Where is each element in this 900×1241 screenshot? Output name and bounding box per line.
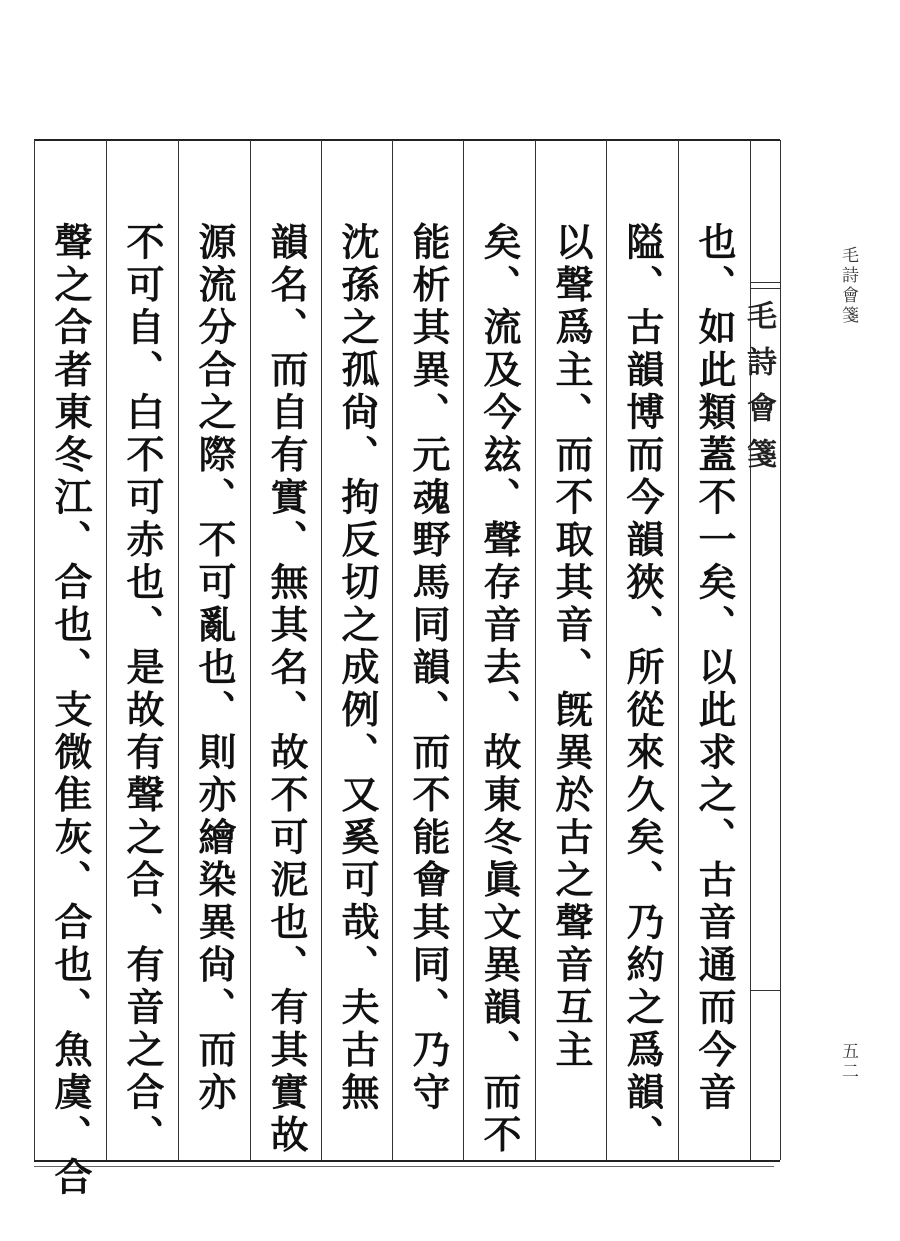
column-divider (750, 140, 751, 1160)
fishtail-mark-bottom (750, 990, 780, 991)
text-column-3: 以聲爲主、而不取其音、旣異於古之聲音互主 (549, 222, 594, 1072)
text-column-6: 沈孫之孤尙、拘反切之成例、又奚可哉、夫古無 (335, 222, 380, 1115)
column-divider (780, 140, 781, 1160)
text-column-2: 隘、古韻博而今韻狹、所從來久矣、乃約之爲韻、 (620, 222, 665, 1157)
page-number: 五二 (838, 1042, 858, 1082)
bottom-border-rule-thin (34, 1166, 774, 1167)
text-column-7: 韻名、而自有實、無其名、故不可泥也、有其實故 (264, 222, 309, 1157)
text-column-10: 聲之合者東冬江、合也、支微隹灰、合也、魚虞、合 (48, 222, 93, 1200)
text-column-8: 源流分合之際、不可亂也、則亦繪染異尙、而亦 (192, 222, 237, 1115)
text-column-1: 也、如此類蓋不一矣、以此求之、古音通而今音 (692, 222, 737, 1115)
fishtail-mark-top-inner (750, 288, 780, 289)
center-band-title: 毛詩會箋 (741, 300, 776, 484)
text-column-5: 能析其異、元魂野馬同韻、而不能會其同、乃守 (406, 222, 451, 1115)
top-border-rule (34, 139, 780, 141)
fishtail-mark-top (750, 282, 780, 283)
margin-book-title: 毛詩會箋 (838, 246, 858, 326)
text-column-4: 矣、流及今玆、聲存音去、故東冬眞文異韻、而不 (477, 222, 522, 1157)
bottom-border-rule (34, 1160, 780, 1162)
text-column-9: 不可自、白不可赤也、是故有聲之合、有音之合、 (120, 222, 165, 1157)
